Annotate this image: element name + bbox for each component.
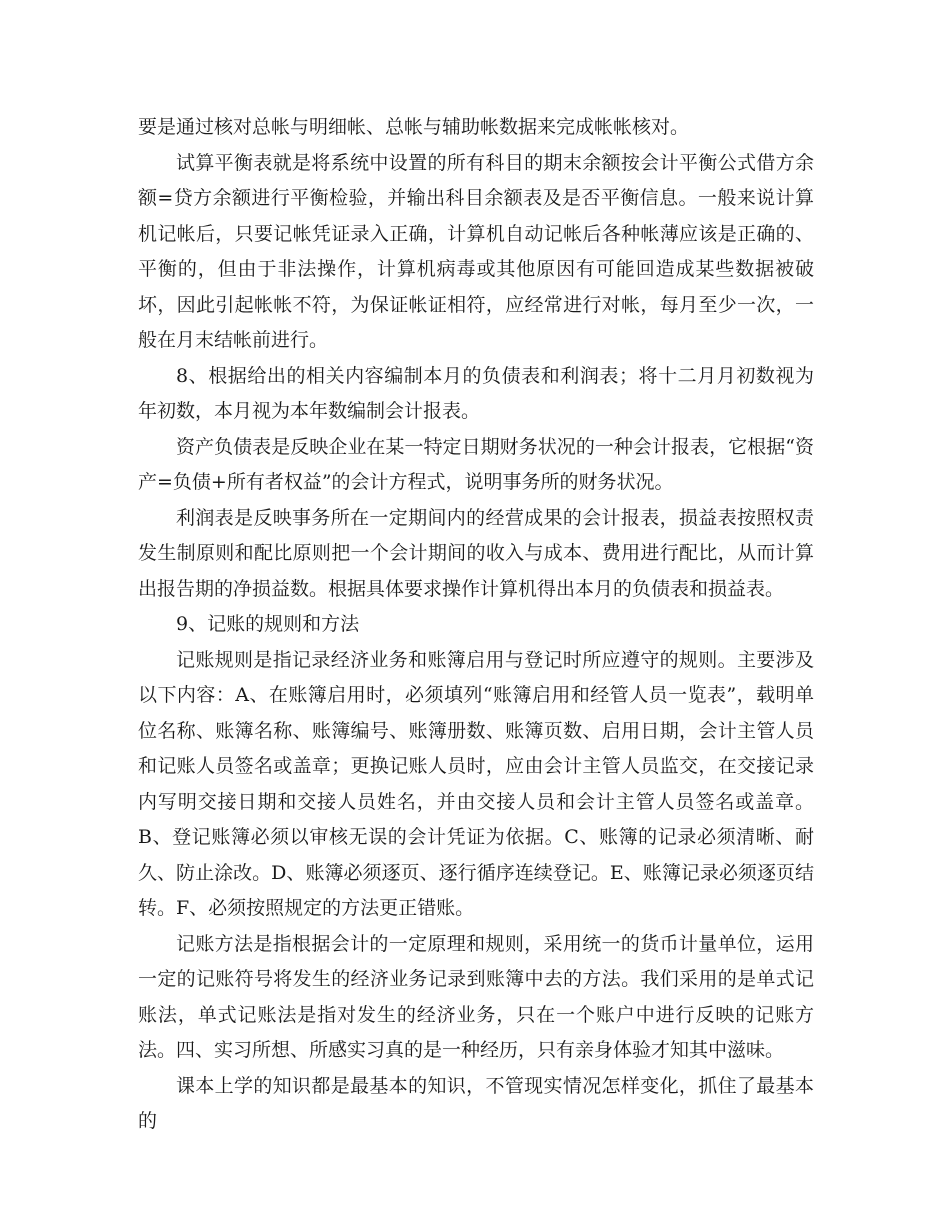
paragraph-bookkeeping-rules: 记账规则是指记录经济业务和账簿启用与登记时所应遵守的规则。主要涉及以下内容：A、在账簿启用时，必须填列“账簿启用和经管人员一览表”，载明单位名称、账簿名称、账簿编号、账簿册数、账簿页数、启用日期，会计主管人员和记账人员签名或盖章；更换记账人员时，应由会计主管人员监交，在交接记录内写明交接日期和交接人员姓名，并由交接人员和会计主管人员签名或盖章。B、登记账簿必须以审核无误的会计凭证为依据。C、账簿的记录必须清晰、耐久、防止涂改。D、账簿必须逐页、逐行循序连续登记。E、账簿记录必须逐页结转。F、必须按照规定的方法更正错账。	[138, 648, 814, 919]
document-body	[138, 110, 814, 1140]
paragraph-bookkeeping-methods: 记账方法是指根据会计的一定原理和规则，采用统一的货币计量单位，运用一定的记账符号将发生的经济业务记录到账簿中去的方法。我们采用的是单式记账法，单式记账法是指对发生的经济业务，只在一个账户中进行反映的记账方法。四、实习所想、所感实习真的是一种经历，只有亲身体验才知其中滋味。	[138, 932, 814, 1061]
paragraph-continuation: 要是通过核对总帐与明细帐、总帐与辅助帐数据来完成帐帐核对。	[138, 116, 690, 138]
paragraph-item-8: 8、根据给出的相关内容编制本月的负债表和利润表；将十二月月初数视为年初数，本月视为本年数编制会计报表。	[138, 364, 814, 422]
paragraph-textbook-knowledge: 课本上学的知识都是最基本的知识，不管现实情况怎样变化，抓住了最基本的	[138, 1074, 814, 1132]
paragraph-item-9-heading: 9、记账的规则和方法	[176, 613, 360, 635]
paragraph-trial-balance: 试算平衡表就是将系统中设置的所有科目的期末余额按会计平衡公式借方余额=贷方余额进行平衡检验，并输出科目余额表及是否平衡信息。一般来说计算机记帐后，只要记帐凭证录入正确，计算机自动记帐后各种帐薄应该是正确的、平衡的，但由于非法操作，计算机病毒或其他原因有可能回造成某些数据被破坏，因此引起帐帐不符，为保证帐证相符，应经常进行对帐，每月至少一次，一般在月末结帐前进行。	[138, 151, 814, 351]
paragraph-balance-sheet: 资产负债表是反映企业在某一特定日期财务状况的一种会计报表，它根据“资产=负债+所有者权益”的会计方程式，说明事务所的财务状况。	[138, 435, 814, 493]
paragraph-income-statement: 利润表是反映事务所在一定期间内的经营成果的会计报表，损益表按照权责发生制原则和配比原则把一个会计期间的收入与成本、费用进行配比，从而计算出报告期的净损益数。根据具体要求操作计算机得出本月的负债表和损益表。	[138, 506, 814, 600]
